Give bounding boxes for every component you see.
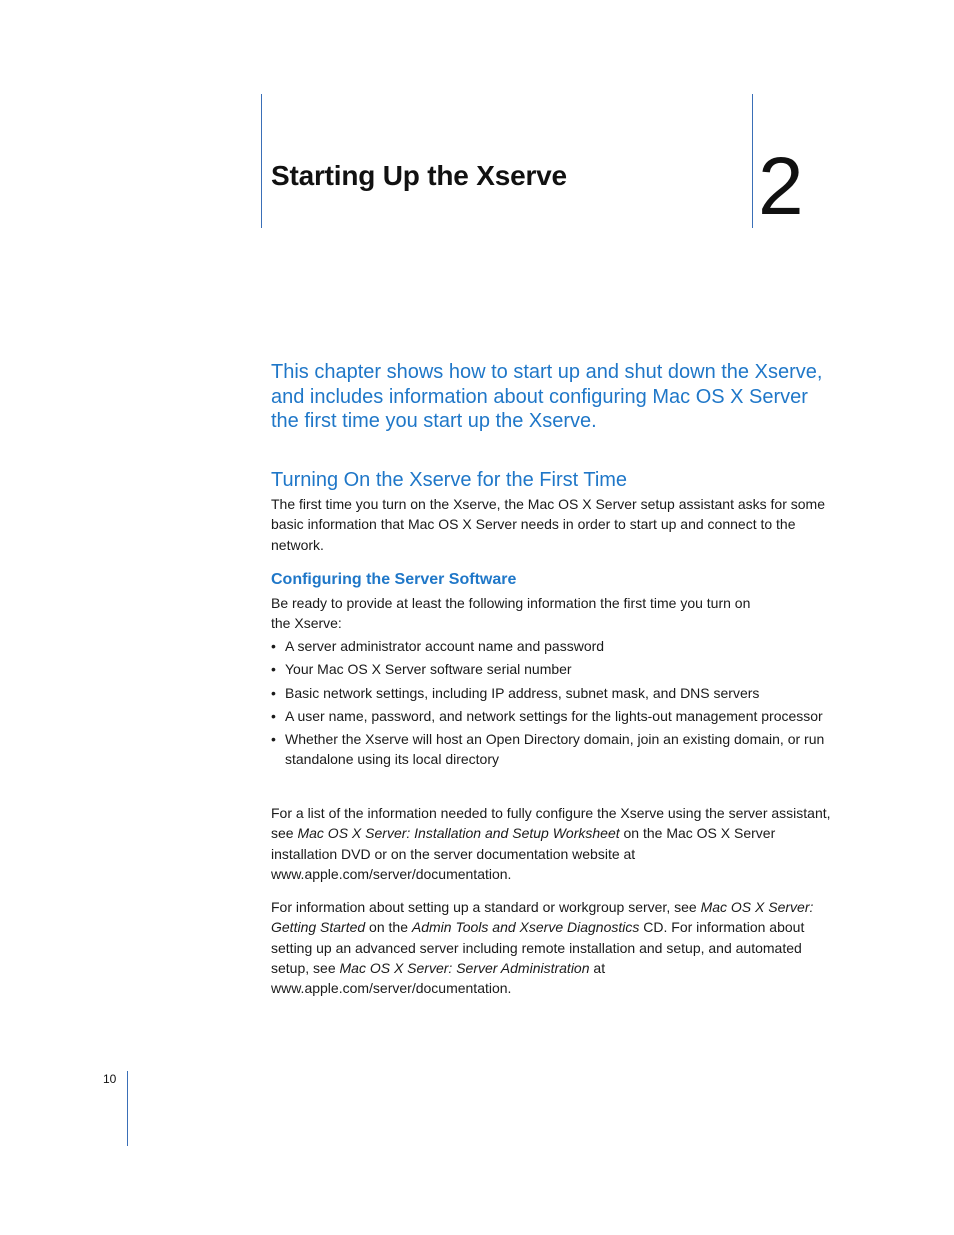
bullet-mark: • xyxy=(271,661,276,678)
list-item xyxy=(271,659,831,679)
text-run: For information about setting up a standard or workgroup server, see xyxy=(271,899,701,915)
list-item xyxy=(271,706,831,726)
page-number: 10 xyxy=(103,1072,117,1086)
text-run: on the xyxy=(365,919,412,936)
list-item-text: A server administrator account name and password xyxy=(285,638,605,654)
list-item xyxy=(271,636,831,656)
text-run: For a list of the information needed to fully configure the Xserve using the server assistant, see xyxy=(271,805,831,842)
document-title: Mac OS X Server: Getting Started xyxy=(271,899,814,936)
list-item xyxy=(271,729,831,770)
document-title: Mac OS X Server: Server Administration xyxy=(339,959,590,976)
list-item xyxy=(271,683,831,703)
bullet-mark: • xyxy=(271,731,276,748)
chapter-number-left-rule xyxy=(752,94,753,228)
bullet-mark: • xyxy=(271,707,276,724)
paragraph-line: the Xserve: xyxy=(271,615,342,632)
document-title: Admin Tools and Xserve Diagnostics xyxy=(411,919,640,936)
section-turning-on-paragraph: The first time you turn on the Xserve, the Mac OS X Server setup assistant asks for some basic information that Mac OS X Server needs in order to start up and connect to the network. xyxy=(271,496,826,553)
bullet-mark: • xyxy=(271,684,276,701)
required-info-list xyxy=(271,636,831,773)
chapter-intro: This chapter shows how to start up and shut down the Xserve, and includes information about configuring Mac OS X Server the first time you start up the Xserve. xyxy=(271,361,823,432)
setup-reference-paragraph xyxy=(271,897,831,998)
text-run: CD. For information about setting up an advanced server including remote installation and setup, and automated setup, see xyxy=(271,919,805,976)
list-item-text: Whether the Xserve will host an Open Directory domain, join an existing domain, or run standalone using its local directory xyxy=(285,731,825,768)
text-run: on the Mac OS X Server installation DVD or on the server documentation website at www.apple.com/server/documentation. xyxy=(271,825,776,882)
worksheet-reference-paragraph xyxy=(271,803,831,884)
section-heading-turning-on: Turning On the Xserve for the First Time xyxy=(271,469,628,491)
chapter-title: Starting Up the Xserve xyxy=(271,160,567,191)
list-item-text: Your Mac OS X Server software serial number xyxy=(285,661,572,678)
section-heading-configuring: Configuring the Server Software xyxy=(271,571,517,588)
section-configuring-paragraph xyxy=(271,593,831,634)
paragraph-line: Be ready to provide at least the following information the first time you turn on xyxy=(271,595,751,611)
list-item-text: Basic network settings, including IP address, subnet mask, and DNS servers xyxy=(285,684,760,701)
chapter-title-left-rule xyxy=(261,94,262,228)
text-run: at www.apple.com/server/documentation. xyxy=(271,959,606,997)
document-title: Mac OS X Server: Installation and Setup Worksheet xyxy=(297,825,620,842)
chapter-number: 2 xyxy=(758,141,804,232)
bullet-mark: • xyxy=(271,638,276,654)
list-item-text: A user name, password, and network settings for the lights-out management processor xyxy=(285,707,823,724)
footer-rule xyxy=(127,1071,128,1146)
